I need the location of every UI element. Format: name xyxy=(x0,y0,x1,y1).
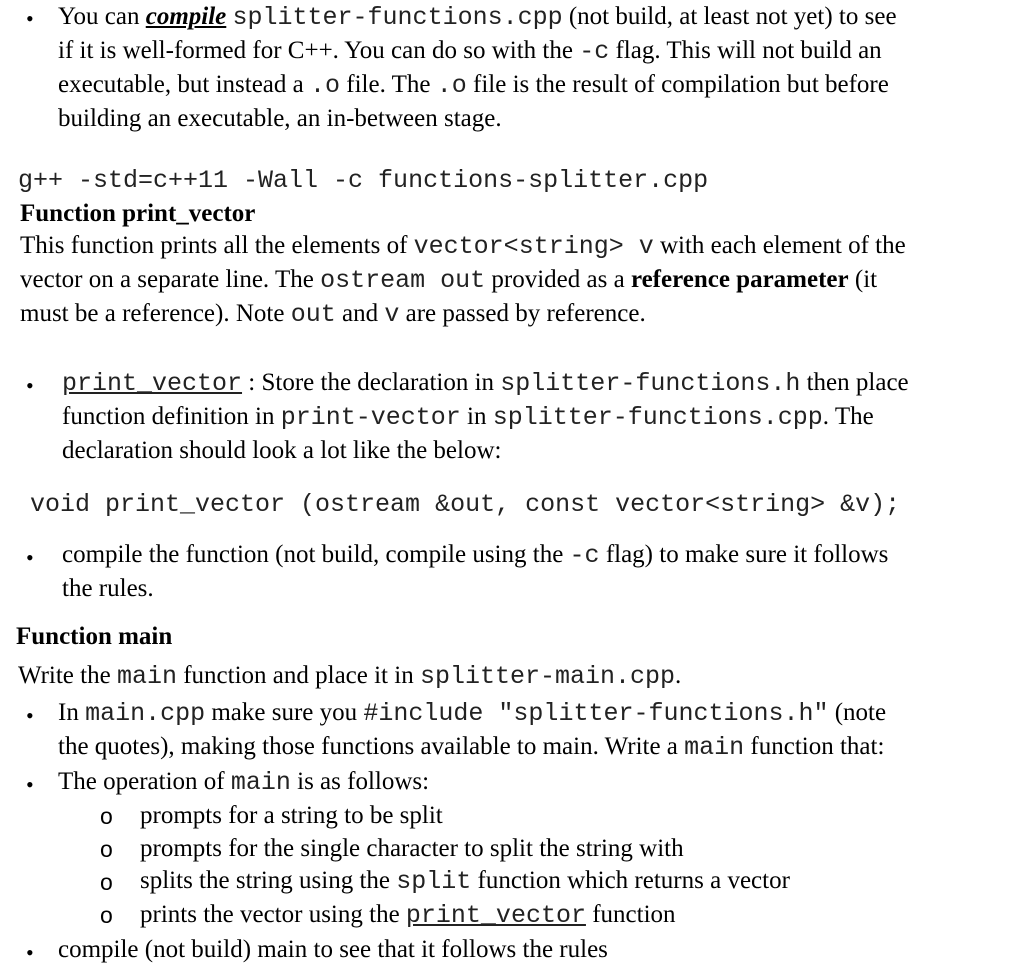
print-vector-bullet-line-3: declaration should look a lot like the below: xyxy=(62,437,502,464)
print-vector-desc-line-1: This function prints all the elements of vector<string> v with each element of the xyxy=(20,232,906,261)
sub-item-2: prompts for the single character to split the string with xyxy=(140,835,684,862)
intro-line-3: executable, but instead a .o file. The .o file is the result of compilation but before xyxy=(58,71,889,100)
flag-code: -c xyxy=(569,541,600,570)
type-code: vector<string> v xyxy=(413,232,654,261)
sub-bullet-icon: o xyxy=(100,836,113,862)
param-code: v xyxy=(384,300,400,329)
sub-bullet-icon: o xyxy=(100,803,113,829)
bullet-icon: • xyxy=(26,772,34,797)
declaration-code: void print_vector (ostream &out, const vector<string> &v); xyxy=(30,490,901,519)
compile-emphasis: compile xyxy=(145,3,227,30)
sub-bullet-icon: o xyxy=(100,869,113,895)
function-name-code: main xyxy=(230,768,291,797)
sub-item-3: splits the string using the split function which returns a vector xyxy=(140,867,790,896)
print-vector-desc-line-2: vector on a separate line. The ostream out provided as a reference parameter (it xyxy=(20,266,878,295)
section-heading-main: Function main xyxy=(16,623,173,650)
function-name-code: split xyxy=(396,867,472,896)
function-name-code: print_vector xyxy=(405,901,586,930)
main-intro-line: Write the main function and place it in splitter-main.cpp. xyxy=(18,662,682,691)
function-name-code: main xyxy=(116,662,177,691)
function-name-code: main xyxy=(684,733,745,762)
param-code: out xyxy=(290,300,336,329)
intro-line-4: building an executable, an in-between stage. xyxy=(58,105,502,132)
source-file-code: splitter-main.cpp xyxy=(419,662,675,691)
main-bullet-1-line-1: In main.cpp make sure you #include "splitter-functions.h" (note xyxy=(58,699,887,728)
function-name-code: print-vector xyxy=(280,403,461,432)
intro-line-2: if it is well-formed for C++. You can do so with the -c flag. This will not build an xyxy=(58,37,882,66)
compile-command: g++ -std=c++11 -Wall -c functions-splitter.cpp xyxy=(18,166,709,195)
source-file-code: main.cpp xyxy=(85,699,206,728)
param-code: ostream out xyxy=(320,266,486,295)
bullet-icon: • xyxy=(26,703,34,728)
filename-code: splitter-functions.cpp xyxy=(232,3,563,32)
main-bullet-1-line-2: the quotes), making those functions available to main. Write a main function that: xyxy=(58,733,885,762)
sub-bullet-icon: o xyxy=(100,902,113,928)
include-directive-code: #include "splitter-functions.h" xyxy=(363,699,829,728)
intro-line-1: You can compile splitter-functions.cpp (not build, at least not yet) to see xyxy=(58,3,897,32)
header-file-code: splitter-functions.h xyxy=(500,369,801,398)
function-name-code: print_vector xyxy=(62,369,243,398)
print-vector-bullet-line-2: function definition in print-vector in splitter-functions.cpp. The xyxy=(62,403,874,432)
sub-item-1: prompts for a string to be split xyxy=(140,802,443,829)
main-bullet-2: The operation of main is as follows: xyxy=(58,768,430,797)
bullet-icon: • xyxy=(26,6,34,31)
bullet-icon: • xyxy=(26,373,34,398)
sub-item-4: prints the vector using the print_vector function xyxy=(140,901,676,930)
compile-bullet-line-2: the rules. xyxy=(62,575,154,602)
section-heading-print-vector: Function print_vector xyxy=(20,200,256,227)
reference-parameter-emphasis: reference parameter xyxy=(630,266,849,293)
main-bullet-3: compile (not build) main to see that it follows the rules xyxy=(58,936,608,963)
bullet-icon: • xyxy=(26,940,34,965)
bullet-icon: • xyxy=(26,545,34,570)
source-file-code: splitter-functions.cpp xyxy=(492,403,823,432)
print-vector-desc-line-3: must be a reference). Note out and v are passed by reference. xyxy=(20,300,646,329)
compile-bullet-line-1: compile the function (not build, compile using the -c flag) to make sure it follows xyxy=(62,541,889,570)
flag-code: -c xyxy=(579,37,610,66)
object-file-code: .o xyxy=(436,71,467,100)
object-file-code: .o xyxy=(309,71,340,100)
print-vector-bullet-line-1: print_vector : Store the declaration in splitter-functions.h then place xyxy=(62,369,909,398)
